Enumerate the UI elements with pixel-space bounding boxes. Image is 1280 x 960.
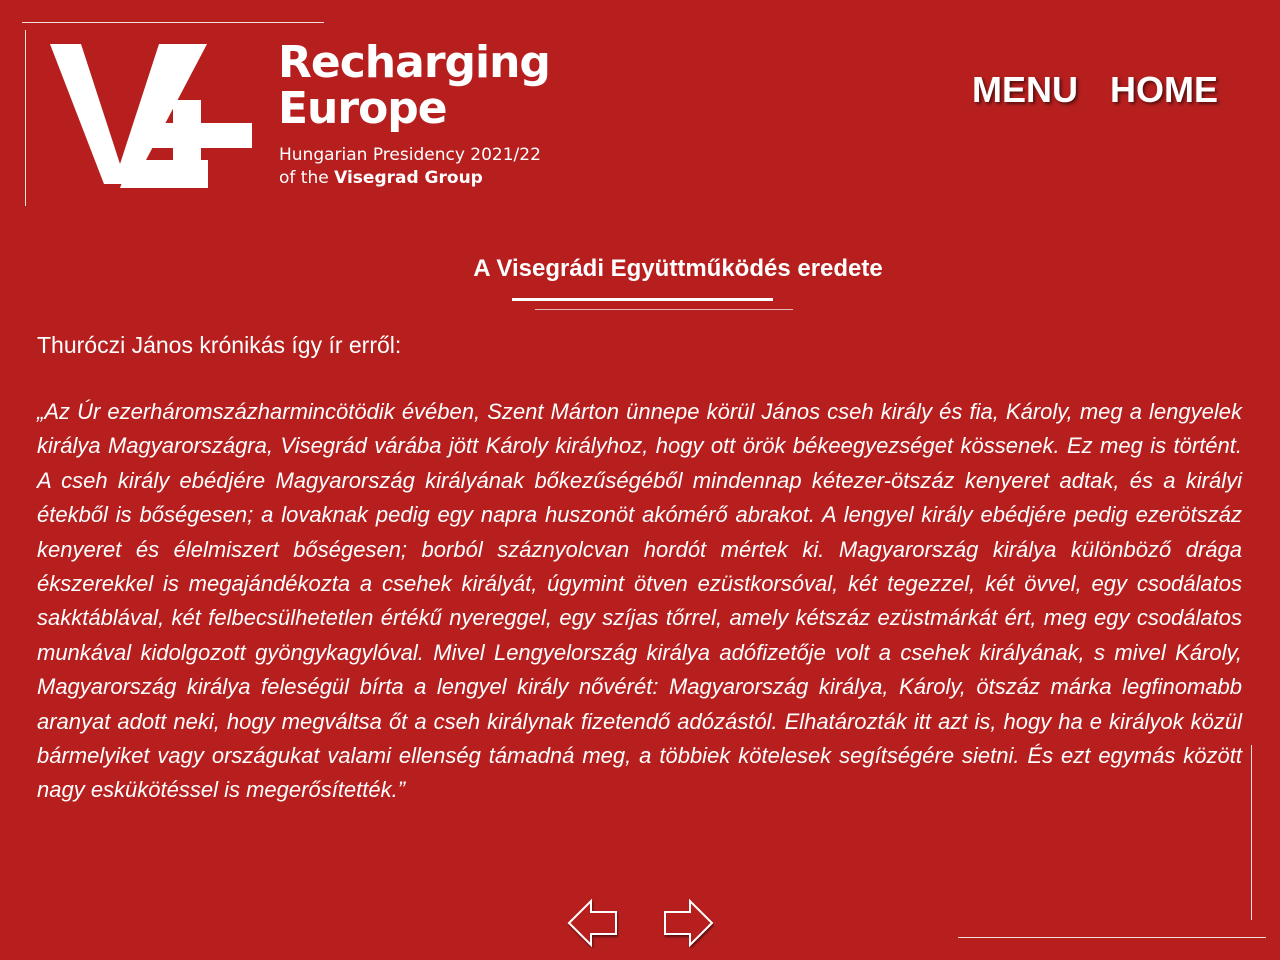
- arrow-left-icon[interactable]: [567, 898, 619, 948]
- brand-title-line2: Europe: [278, 83, 447, 134]
- chronicle-quote: „Az Úr ezerháromszázharmincötödik évében, Szent Márton ünnepe körül János cseh király és fia, Károly, meg a lengyelek királya Magyarországra, Visegrád várába jött Károly királyhoz, hogy ott örök békeegyezséget kössenek. Ez meg is történt. A cseh király ebédjére Magyarország királyának bőkezűségéből mindennap kétezer-ötszáz kenyeret adtak, és a királyi étekből is bőségesen; a lovaknak pedig egy napra huszonöt akómérő abrakot. A lengyel király ebédjére pedig ezerötszáz kenyeret és élelmiszert bőségesen; borból száznyolcvan hordót mértek ki. Magyarország királya különböző drága ékszerekkel is megajándékozta a csehek királyát, úgymint ötven ezüstkorsóval, két tegezzel, két övvel, egy csodálatos sakktáblával, két felbecsülhetetlen értékű nyereggel, egy szíjas tőrrel, amely kétszáz ezüstmárkát ért, meg egy csodálatos munkával kidolgozott gyöngykagylóval. Mivel Lengyelország királya adófizetője volt a csehek királyának, s mivel Károly, Magyarország királya feleségül bírta a lengyel király nővérét: Magyarország királya, Károly, ötszáz márka legfinomabb aranyat adott neki, hogy megváltsa őt a cseh királynak fizetendő adózástól. Elhatározták itt azt is, hogy ha e királyok közül bármelyiket vagy országukat valami ellenség támadná meg, a többiek kötelesek segítségére sietni. És ezt egymás között nagy eskükötéssel is megerősítették.”: [37, 399, 1242, 803]
- decorative-line-bottom: [958, 937, 1266, 938]
- title-underline: [512, 298, 773, 301]
- decorative-line-left: [25, 30, 26, 206]
- brand-subtitle-line1: Hungarian Presidency 2021/22: [279, 145, 541, 165]
- menu-button[interactable]: MENU: [972, 69, 1078, 110]
- arrow-right-icon[interactable]: [662, 898, 714, 948]
- page-title: A Visegrádi Együttműködés eredete: [473, 255, 883, 282]
- brand-subtitle-prefix: of the: [279, 168, 329, 188]
- decorative-line-top: [22, 22, 324, 23]
- brand-subtitle-line2: [279, 167, 541, 190]
- home-button[interactable]: HOME: [1110, 69, 1218, 110]
- decorative-line-right: [1251, 745, 1252, 920]
- v4-logo: [50, 40, 260, 190]
- intro-text: Thuróczi János krónikás így ír erről:: [37, 332, 402, 358]
- brand-subtitle: [279, 144, 541, 190]
- title-underline-secondary: [535, 309, 793, 310]
- brand-title: [278, 37, 550, 134]
- brand-title-line1: Recharging: [278, 37, 550, 88]
- brand-subtitle-group: Visegrad Group: [334, 168, 483, 188]
